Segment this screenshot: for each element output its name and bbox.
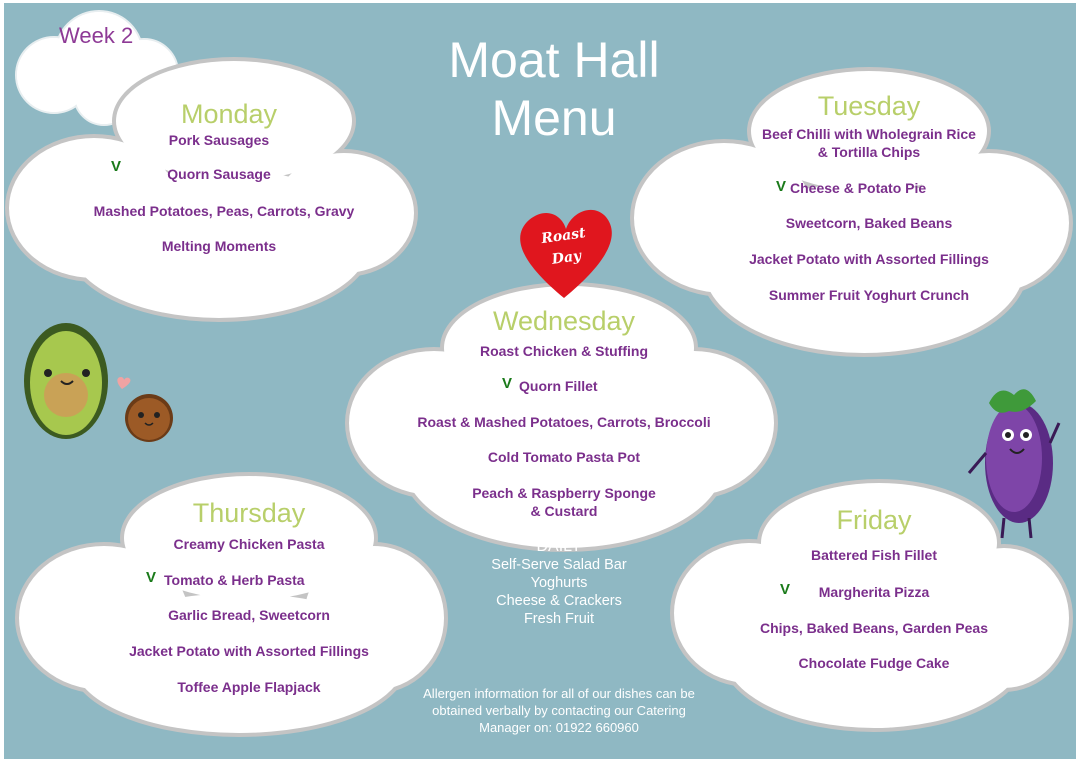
page-title [404,31,704,147]
thursday-item: Creamy Chicken Pasta [173,536,325,552]
menu-page [4,3,1076,759]
roast-day-label [529,221,600,274]
allergen-notice [404,685,714,736]
small-heart-icon [117,377,130,389]
monday-item: Mashed Potatoes, Peas, Carrots, Gravy [93,203,355,219]
friday-item: Chocolate Fudge Cake [798,655,950,671]
avocado-character [24,323,108,439]
thursday-item: Garlic Bread, Sweetcorn [168,607,330,623]
monday-item: Melting Moments [161,238,277,254]
allergen-line-3: Manager on: 01922 660960 [479,720,639,735]
monday-item: Pork Sausages [168,132,270,148]
tuesday-item: Sweetcorn, Baked Beans [785,215,953,231]
title-line-1: Moat Hall [448,32,660,88]
thursday-item: Jacket Potato with Assorted Fillings [129,643,369,659]
wednesday-item: Roast & Mashed Potatoes, Carrots, Broccoli [417,414,711,430]
wednesday-item: Quorn Fillet [519,378,598,394]
wednesday-item: & Custard [530,503,598,519]
title-line-2: Menu [491,90,617,146]
veg-marker: V [780,581,791,598]
tuesday-item: & Tortilla Chips [817,144,921,160]
veg-marker: V [146,569,157,586]
wednesday-item: Cold Tomato Pasta Pot [487,449,641,465]
veg-marker: V [111,158,122,175]
daily-item: Fresh Fruit [523,611,595,627]
tuesday-item: Jacket Potato with Assorted Fillings [749,251,989,267]
daily-title: DAILY [536,538,582,555]
monday-heading: Monday [180,99,278,129]
allergen-line-2: obtained verbally by contacting our Catering [432,703,686,718]
friday-item: Margherita Pizza [818,584,930,600]
wednesday-item: Roast Chicken & Stuffing [479,343,648,359]
thursday-item: Tomato & Herb Pasta [164,572,305,588]
thursday-item: Toffee Apple Flapjack [177,679,321,695]
monday-item: Quorn Sausage [167,166,271,182]
veg-marker: V [502,375,513,392]
allergen-line-1: Allergen information for all of our dishes can be [423,686,695,701]
tuesday-heading: Tuesday [817,91,921,121]
roast-day-line-1: Roast [540,225,587,248]
week-label: Week 2 [59,23,134,48]
tuesday-item: Cheese & Potato Pie [790,180,927,196]
friday-heading: Friday [836,505,912,535]
thursday-heading: Thursday [192,498,306,528]
daily-section [444,538,674,628]
wednesday-item: Peach & Raspberry Sponge [472,485,656,501]
veg-marker: V [776,178,787,195]
roast-day-line-2: Day [550,247,583,268]
tuesday-item: Beef Chilli with Wholegrain Rice [762,126,976,142]
tuesday-item: Summer Fruit Yoghurt Crunch [768,287,970,303]
wednesday-heading: Wednesday [492,306,636,336]
daily-item: Yoghurts [530,575,588,591]
friday-item: Battered Fish Fillet [810,547,938,563]
daily-item: Cheese & Crackers [496,593,622,609]
daily-item: Self-Serve Salad Bar [491,557,627,573]
potato-character [125,394,173,442]
friday-item: Chips, Baked Beans, Garden Peas [760,620,988,636]
